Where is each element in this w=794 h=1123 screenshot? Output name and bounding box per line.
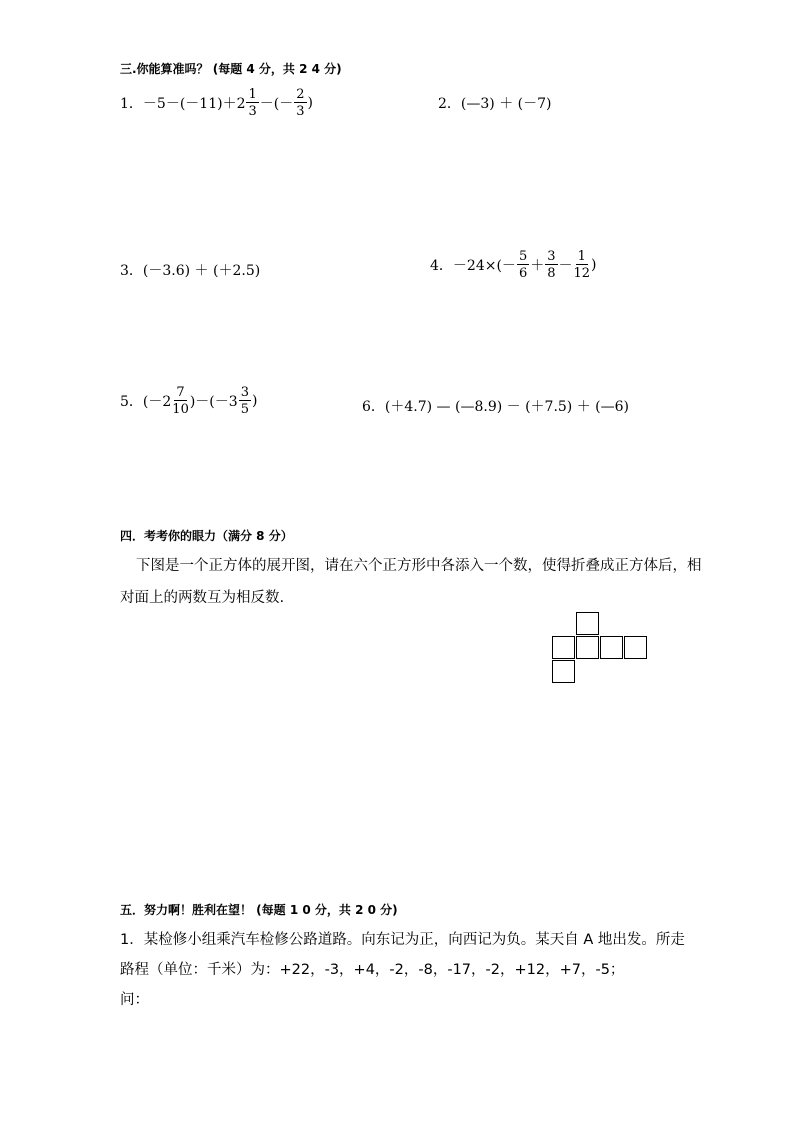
- cube-net-square: [552, 636, 575, 659]
- problem-5-post: ): [251, 393, 258, 409]
- problem-1-post: ): [307, 95, 313, 111]
- problem-3: [120, 260, 260, 280]
- fraction: $\frac{1}{12}$: [573, 249, 591, 281]
- problem-5-mid: )－(－3: [189, 394, 238, 410]
- cube-net-square: [576, 612, 599, 635]
- fraction: $\frac{1}{3}$: [248, 87, 257, 119]
- problem-6: [362, 396, 629, 416]
- problem-4-op2: －: [558, 258, 573, 274]
- fraction: $\frac{3}{8}$: [547, 249, 556, 281]
- cube-net-square: [552, 660, 575, 683]
- problem-3-text: 3．(－3.6) ＋ (＋2.5): [120, 263, 261, 279]
- problem-4-post: ): [591, 257, 597, 273]
- fraction: $\frac{2}{3}$: [296, 87, 305, 119]
- problem-1: [120, 88, 313, 118]
- problem-5-pre: (－2: [142, 394, 172, 410]
- problem-1-pre: －5－(－11)＋2: [142, 96, 246, 112]
- problem-5: [120, 386, 257, 416]
- problem-4-pre: －24×(－: [452, 258, 516, 274]
- section-3-heading: 三.你能算准吗？ (每题 4 分，共 2 4 分): [120, 62, 342, 76]
- problem-1-mid: －(－: [259, 96, 294, 112]
- fraction: $\frac{7}{10}$: [172, 385, 189, 417]
- cube-net-square: [624, 636, 647, 659]
- problem-5-number: 5．: [120, 394, 143, 410]
- fraction: $\frac{3}{5}$: [240, 385, 249, 417]
- cube-net-diagram: [552, 612, 650, 685]
- section-4-line-2: 对面上的两数互为相反数.: [120, 590, 285, 606]
- problem-4: [430, 250, 597, 280]
- section-4-heading: 四．考考你的眼力（满分 8 分）: [120, 529, 293, 543]
- problem-4-op1: ＋: [530, 258, 545, 274]
- section-5-line-1: 1．某检修小组乘汽车检修公路道路。向东记为正，向西记为负。某天自 A 地出发。所走: [120, 932, 685, 948]
- section-4-line-1: 下图是一个正方体的展开图，请在六个正方形中各添入一个数，使得折叠成正方体后，相: [136, 558, 702, 574]
- problem-2: [438, 93, 551, 113]
- fraction: $\frac{5}{6}$: [518, 249, 528, 281]
- section-5-heading: 五．努力啊！胜利在望！ (每题 1 0 分，共 2 0 分): [120, 903, 398, 917]
- problem-2-text: 2．(—3) ＋ (－7): [438, 96, 552, 112]
- section-5-line-3: 问：: [120, 992, 149, 1008]
- problem-4-number: 4．: [430, 258, 453, 274]
- cube-net-square: [576, 636, 599, 659]
- problem-6-text: 6．(＋4.7) — (—8.9) － (＋7.5) ＋ (—6): [362, 399, 630, 415]
- section-5-line-2: 路程（单位：千米）为：+22，-3，+4，-2，-8，-17，-2，+12，+7，-5；: [120, 962, 625, 978]
- problem-1-number: 1．: [120, 96, 143, 112]
- cube-net-square: [600, 636, 623, 659]
